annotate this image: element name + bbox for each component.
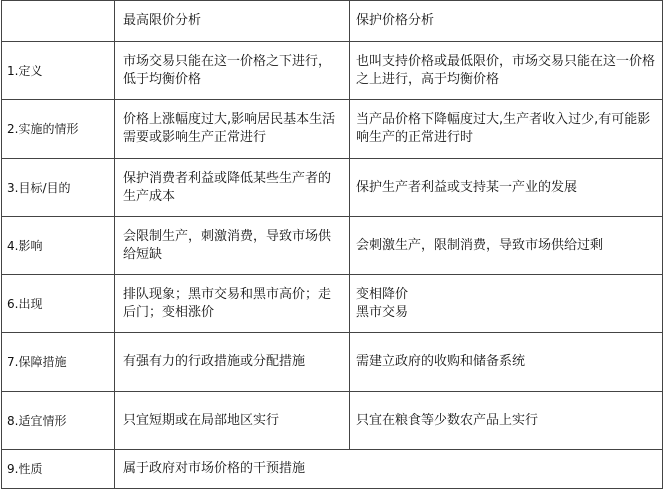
row-label: 1.定义 [2,42,115,100]
row-label: 9.性质 [2,450,115,489]
support-cell: 也叫支持价格或最低限价，市场交易只能在这一价格之上进行，高于均衡价格 [350,42,663,100]
support-cell: 当产品价格下降幅度过大,生产者收入过少,有可能影响生产的正常进行时 [350,100,663,159]
row-label: 2.实施的情形 [2,100,115,159]
table-row-situation [2,100,663,159]
row-label: 7.保障措施 [2,333,115,392]
header-ceiling-price: 最高限价分析 [115,1,350,42]
comparison-table [1,0,663,489]
ceiling-cell: 价格上涨幅度过大,影响居民基本生活需要或影响生产正常进行 [115,100,350,159]
header-row [2,1,663,42]
support-line: 变相降价 [356,286,409,302]
table-row-goal [2,159,663,217]
ceiling-cell: 市场交易只能在这一价格之下进行，低于均衡价格 [115,42,350,100]
ceiling-cell: 只宜短期或在局部地区实行 [115,392,350,450]
table-row-safeguard [2,333,663,392]
header-corner-cell [2,1,115,42]
table-row-occurrence [2,275,663,333]
table-row-impact [2,217,663,275]
row-label: 3.目标/目的 [2,159,115,217]
row-label: 8.适宜情形 [2,392,115,450]
support-cell: 需建立政府的收购和储备系统 [350,333,663,392]
ceiling-cell: 保护消费者利益或降低某些生产者的生产成本 [115,159,350,217]
table-row-nature [2,450,663,489]
support-cell: 只宜在粮食等少数农产品上实行 [350,392,663,450]
table-row-definition [2,42,663,100]
row-label: 4.影响 [2,217,115,275]
ceiling-cell: 排队现象；黑市交易和黑市高价；走后门；变相涨价 [115,275,350,333]
support-cell: 保护生产者利益或支持某一产业的发展 [350,159,663,217]
support-cell: 会刺激生产，限制消费，导致市场供给过剩 [350,217,663,275]
merged-cell: 属于政府对市场价格的干预措施 [115,450,663,489]
support-cell [350,275,663,333]
ceiling-cell: 有强有力的行政措施或分配措施 [115,333,350,392]
row-label: 6.出现 [2,275,115,333]
support-line: 黑市交易 [356,304,409,320]
header-support-price: 保护价格分析 [350,1,663,42]
ceiling-cell: 会限制生产，刺激消费，导致市场供给短缺 [115,217,350,275]
table-row-suitable [2,392,663,450]
